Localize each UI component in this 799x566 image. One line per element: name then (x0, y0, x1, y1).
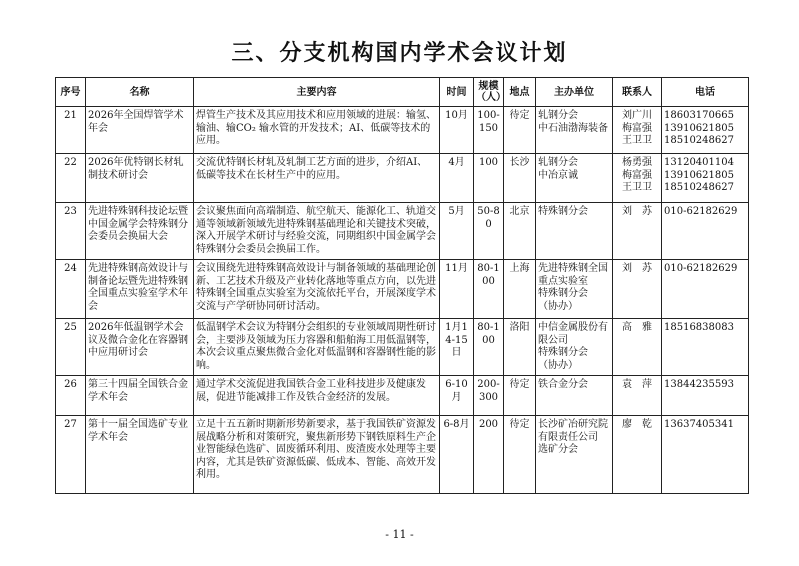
row-organizer (536, 416, 613, 494)
organizer-line: 中信金属股份有限公司 (538, 322, 608, 346)
row-scale: 50-80 (474, 203, 504, 260)
row-phone (662, 154, 749, 203)
row-organizer (536, 107, 613, 154)
table-row (56, 376, 749, 416)
organizer-line: 轧钢分会 (538, 157, 578, 168)
row-phone (662, 376, 749, 416)
contact-name: 王卫卫 (622, 182, 652, 193)
phone-number: 18603170665 (664, 110, 734, 121)
header-scale: 规模（人） (474, 78, 504, 107)
row-phone (662, 107, 749, 154)
row-contact (613, 416, 662, 494)
contact-name: 王卫卫 (622, 135, 652, 146)
row-organizer (536, 260, 613, 319)
row-content: 交流优特钢长材轧及轧制工艺方面的进步，介绍AI、低碳等技术在长材生产中的应用。 (194, 154, 440, 203)
row-content: 焊管生产技术及其应用技术和应用领域的进展：输氢、输油、输CO₂ 输水管的开发技术；AI、低碳等技术的应用。 (194, 107, 440, 154)
row-place: 上海 (504, 260, 536, 319)
row-content: 立足十五五新时期新形势新要求，基于我国铁矿资源发展战略分析和对策研究，聚焦新形势下钢铁原料生产企业智能绿色选矿、固废循环利用、废渣废水处理等主要内容，尤其是铁矿资源低碳、低成本、智能、高效开发利用。 (194, 416, 440, 494)
row-time: 4月 (440, 154, 474, 203)
row-scale: 200-300 (474, 376, 504, 416)
row-organizer (536, 203, 613, 260)
row-time: 5月 (440, 203, 474, 260)
row-organizer (536, 376, 613, 416)
phone-number: 18510248627 (664, 182, 734, 193)
row-scale: 80-100 (474, 319, 504, 376)
row-time: 6-8月 (440, 416, 474, 494)
table-row (56, 203, 749, 260)
row-time: 6-10月 (440, 376, 474, 416)
phone-number: 18516838083 (664, 322, 734, 333)
table-header-row (56, 78, 749, 107)
row-time: 1月14-15日 (440, 319, 474, 376)
row-phone (662, 203, 749, 260)
row-no: 25 (56, 319, 86, 376)
organizer-line: 中冶京诚 (538, 169, 578, 181)
row-phone (662, 319, 749, 376)
phone-number: 18510248627 (664, 135, 734, 146)
table-row (56, 260, 749, 319)
organizer-line: （协办） (538, 300, 578, 312)
row-content: 会议聚焦面向高端制造、航空航天、能源化工、轨道交通等领域新领域先进特殊钢基础理论和关键技术突破，深入开展学术研讨与经验交流，同期组织中国金属学会特殊钢分会委员会换届工作。 (194, 203, 440, 260)
header-time: 时间 (440, 78, 474, 107)
row-contact (613, 376, 662, 416)
row-organizer (536, 154, 613, 203)
contact-name: 杨勇强 (622, 157, 652, 168)
phone-number: 13910621805 (664, 122, 734, 134)
header-name: 名称 (86, 78, 194, 107)
organizer-line: 特殊钢分会 (538, 288, 588, 299)
row-time: 11月 (440, 260, 474, 319)
contact-name: 高 雅 (622, 322, 652, 333)
header-place: 地点 (504, 78, 536, 107)
contact-name: 梅富强 (622, 169, 652, 181)
contact-name: 刘广川 (622, 110, 652, 121)
row-no: 26 (56, 376, 86, 416)
phone-number: 13637405341 (664, 419, 734, 430)
table-row (56, 154, 749, 203)
table-row (56, 416, 749, 494)
row-name: 第十一届全国选矿专业学术年会 (86, 416, 194, 494)
header-phone: 电话 (662, 78, 749, 107)
phone-number: 010-62182629 (664, 263, 738, 274)
phone-number: 13120401104 (664, 157, 734, 168)
contact-name: 廖 乾 (622, 419, 652, 430)
row-name: 2026年低温钢学术会议及微合金化在容器钢中应用研讨会 (86, 319, 194, 376)
row-name: 先进特殊钢高效设计与制备论坛暨先进特殊钢全国重点实验室学术年会 (86, 260, 194, 319)
phone-number: 010-62182629 (664, 206, 738, 217)
contact-name: 刘 苏 (622, 263, 652, 274)
row-no: 21 (56, 107, 86, 154)
table-row (56, 107, 749, 154)
row-no: 27 (56, 416, 86, 494)
row-place: 待定 (504, 376, 536, 416)
row-no: 22 (56, 154, 86, 203)
row-place: 待定 (504, 107, 536, 154)
organizer-line: （协办） (538, 359, 578, 371)
row-scale: 200 (474, 416, 504, 494)
row-content: 通过学术交流促进我国铁合金工业科技进步及健康发展，促进节能减排工作及铁合金经济的发展。 (194, 376, 440, 416)
row-name: 2026年优特钢长材轧制技术研讨会 (86, 154, 194, 203)
row-contact (613, 203, 662, 260)
row-phone (662, 260, 749, 319)
organizer-line: 轧钢分会 (538, 110, 578, 121)
header-content: 主要内容 (194, 78, 440, 107)
row-name: 第三十四届全国铁合金学术年会 (86, 376, 194, 416)
phone-number: 13910621805 (664, 169, 734, 181)
row-place: 洛阳 (504, 319, 536, 376)
row-scale: 80-100 (474, 260, 504, 319)
row-scale: 100 (474, 154, 504, 203)
header-organizer: 主办单位 (536, 78, 613, 107)
contact-name: 刘 苏 (622, 206, 652, 217)
row-place: 长沙 (504, 154, 536, 203)
row-no: 23 (56, 203, 86, 260)
organizer-line: 长沙矿冶研究院有限责任公司 (538, 419, 608, 443)
header-contact: 联系人 (613, 78, 662, 107)
conference-plan-table (55, 77, 749, 494)
organizer-line: 中石油渤海装备 (538, 122, 608, 134)
row-content: 低温钢学术会议为特钢分会组织的专业领域周期性研讨会，主要涉及领域为压力容器和船舶海工用低温钢等，本次会议重点聚焦微合金化对低温钢和容器钢性能的影响。 (194, 319, 440, 376)
row-place: 待定 (504, 416, 536, 494)
page-number: - 11 - (385, 528, 414, 541)
contact-name: 袁 萍 (622, 379, 652, 390)
row-place: 北京 (504, 203, 536, 260)
contact-name: 梅富强 (622, 122, 652, 134)
row-contact (613, 319, 662, 376)
table-row (56, 319, 749, 376)
row-scale: 100-150 (474, 107, 504, 154)
row-contact (613, 107, 662, 154)
row-phone (662, 416, 749, 494)
organizer-line: 选矿分会 (538, 444, 578, 455)
organizer-line: 铁合金分会 (538, 379, 588, 390)
page-title: 三、分支机构国内学术会议计划 (231, 41, 568, 66)
row-organizer (536, 319, 613, 376)
row-time: 10月 (440, 107, 474, 154)
row-no: 24 (56, 260, 86, 319)
row-content: 会议围绕先进特殊钢高效设计与制备领域的基础理论创新、工艺技术升级及产业转化落地等重点方向，以先进特殊钢全国重点实验室为交流依托平台，开展深度学术交流与产学研协同研讨活动。 (194, 260, 440, 319)
phone-number: 13844235593 (664, 379, 734, 390)
row-name: 2026年全国焊管学术年会 (86, 107, 194, 154)
row-contact (613, 154, 662, 203)
row-contact (613, 260, 662, 319)
organizer-line: 特殊钢分会 (538, 206, 588, 217)
row-name: 先进特殊钢科技论坛暨中国金属学会特殊钢分会委员会换届大会 (86, 203, 194, 260)
organizer-line: 特殊钢分会 (538, 347, 588, 358)
header-no: 序号 (56, 78, 86, 107)
organizer-line: 先进特殊钢全国重点实验室 (538, 263, 608, 287)
